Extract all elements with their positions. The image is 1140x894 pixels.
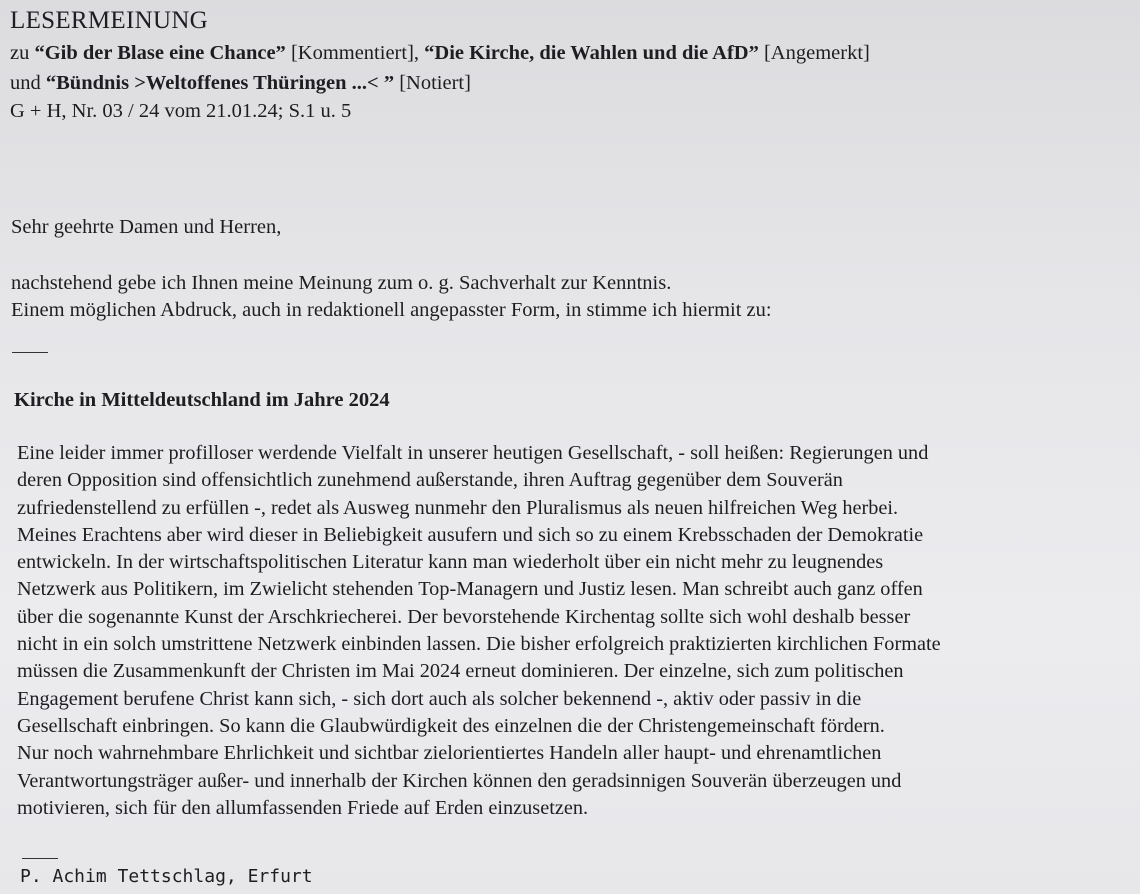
body-line: Meines Erachtens aber wird dieser in Beliebigkeit ausufern und sich so zu einem Krebsschaden der Demokratie [17,523,924,546]
body-line: nicht in ein solch umstrittene Netzwerk einbinden lassen. Die bisher erfolgreich praktizierten kirchlichen Formate [17,633,941,656]
reference-prefix-zu: zu [10,42,35,64]
intro-line-1: nachstehend gebe ich Ihnen meine Meinung zum o. g. Sachverhalt zur Kenntnis. [11,272,672,294]
body-line: Engagement berufene Christ kann sich, - sich dort auch als solcher bekennend -, aktiv oder passiv in die [17,687,862,710]
reference-article-2-type: [Angemerkt] [758,42,870,64]
body-line: über die sogenannte Kunst der Arschkriecherei. Der bevorstehende Kirchentag sollte sich wohl deshalb besser [17,605,911,628]
reference-article-3: “Bündnis >Weltoffenes Thüringen ...< ” [45,72,395,94]
signature-rule [22,858,58,859]
article-heading: Kirche in Mitteldeutschland im Jahre 2024 [14,389,390,411]
body-line: müssen die Zusammenkunft der Christen im Mai 2024 erneut dominieren. Der einzelne, sich zum politischen [17,660,904,683]
reference-article-3-type: [Notiert] [394,72,471,94]
intro-line-2: Einem möglichen Abdruck, auch in redaktionell angepasster Form, in stimme ich hiermit zu: [11,299,772,321]
body-line: Gesellschaft einbringen. So kann die Glaubwürdigkeit des einzelnen die der Christengemeinschaft fördern. [17,714,885,737]
reference-article-1-type: [Kommentiert], [285,42,425,64]
reference-article-2: “Die Kirche, die Wahlen und die AfD” [424,42,759,64]
reference-prefix-und: und [10,72,46,94]
body-line: deren Opposition sind offensichtlich zunehmend außerstande, ihren Auftrag gegenüber dem Souverän [17,469,843,492]
signature: P. Achim Tettschlag, Erfurt [20,866,313,887]
separator-rule [12,352,48,353]
body-paragraph [17,440,1127,822]
body-line: zufriedenstellend zu erfüllen -, redet als Ausweg nunmehr den Pluralismus als neuen hilfreichen Weg herbei. [17,496,899,519]
body-line: motivieren, sich für den allumfassenden Friede auf Erden einzusetzen. [17,796,589,819]
document-title: LESERMEINUNG [10,7,209,34]
body-line: Eine leider immer profilloser werdende Vielfalt in unserer heutigen Gesellschaft, - soll heißen: Regierungen und [17,442,929,464]
reference-line-2 [10,70,471,96]
body-line: Netzwerk aus Politikern, im Zwielicht stehenden Top-Managern und Justiz lesen. Man schreibt auch ganz offen [17,578,923,601]
reference-line-1 [10,40,870,66]
reference-article-1: “Gib der Blase eine Chance” [34,42,286,64]
issue-reference: G + H, Nr. 03 / 24 vom 21.01.24; S.1 u. 5 [10,100,352,122]
body-line: Nur noch wahrnehmbare Ehrlichkeit und sichtbar zielorientiertes Handeln aller haupt- und ehrenamtlichen [17,742,882,765]
body-line: entwickeln. In der wirtschaftspolitischen Literatur kann man wiederholt über ein nicht mehr zu leugnendes [17,551,884,574]
body-line: Verantwortungsträger außer- und innerhalb der Kirchen können den geradsinnigen Souverän überzeugen und [17,769,902,792]
salutation: Sehr geehrte Damen und Herren, [11,216,282,238]
